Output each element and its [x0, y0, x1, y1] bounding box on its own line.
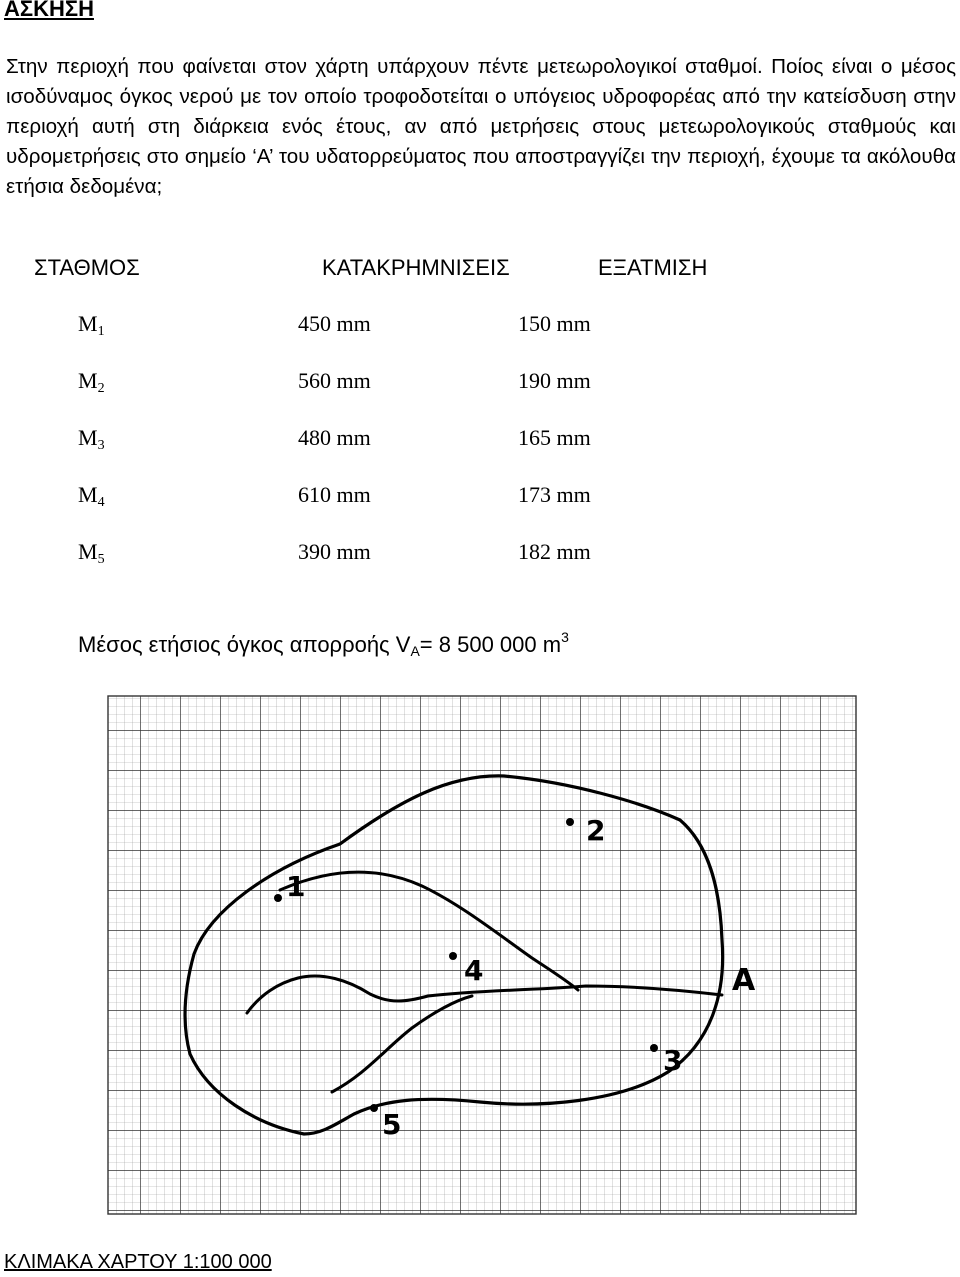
station-letter: M	[78, 311, 98, 336]
station-letter: M	[78, 482, 98, 507]
station-letter: M	[78, 425, 98, 450]
header-precipitation: ΚΑΤΑΚΡΗΜΝΙΣΕΙΣ	[322, 255, 510, 280]
station-cell	[78, 311, 105, 345]
station-letter: M	[78, 539, 98, 564]
precipitation-cell: 450 mm	[298, 311, 371, 336]
precipitation-cell: 560 mm	[298, 368, 371, 393]
station-cell	[78, 368, 105, 402]
station-index: 5	[97, 552, 105, 567]
evaporation-cell: 150 mm	[518, 311, 591, 336]
station-index: 2	[97, 381, 105, 396]
outlet-label: A	[732, 963, 756, 998]
precipitation-cell: 480 mm	[298, 425, 371, 450]
station-letter: M	[78, 368, 98, 393]
runoff-exponent: 3	[561, 629, 569, 645]
runoff-volume	[78, 622, 569, 666]
station-2-label: 2	[586, 814, 606, 847]
station-index: 3	[97, 438, 105, 453]
runoff-label: Μέσος ετήσιος όγκος απορροής V	[78, 632, 411, 657]
station-1-marker	[274, 894, 282, 902]
station-3-marker	[650, 1044, 658, 1052]
evaporation-cell: 173 mm	[518, 482, 591, 507]
runoff-subscript: A	[410, 643, 420, 659]
station-cell	[78, 539, 105, 573]
station-cell	[78, 425, 105, 459]
header-evaporation: ΕΞΑΤΜΙΣΗ	[598, 255, 708, 280]
station-1-label: 1	[286, 870, 306, 903]
station-4-label: 4	[464, 954, 484, 987]
evaporation-cell: 182 mm	[518, 539, 591, 564]
precipitation-cell: 610 mm	[298, 482, 371, 507]
station-3-label: 3	[663, 1044, 683, 1077]
exercise-prompt: Στην περιοχή που φαίνεται στον χάρτη υπάρχουν πέντε μετεωρολογικοί σταθμοί. Ποίος είναι ο μέσος ισοδύναμος όγκος νερού με τον οποίο τροφοδοτείται ο υπόγειος υδροφορέας από την κατείσδυση στην περιοχή αυτή στη διάρκεια ενός έτους, αν από μετρήσεις στους μετεωρολογικούς σταθμούς και υδρομετρήσεις στο σημείο ‘Α’ του υδατορρεύματος που αποστραγγίζει την περιοχή, έχουμε τα ακόλουθα ετήσια δεδομένα;	[6, 55, 956, 198]
evaporation-cell: 190 mm	[518, 368, 591, 393]
station-5-marker	[370, 1104, 378, 1112]
station-4-marker	[449, 952, 457, 960]
runoff-value: = 8 500 000 m	[419, 632, 562, 657]
header-station: ΣΤΑΘΜΟΣ	[34, 255, 140, 280]
station-index: 1	[97, 324, 105, 339]
station-cell	[78, 482, 105, 516]
station-2-marker	[566, 818, 574, 826]
map-scale: ΚΛΙΜΑΚΑ ΧΑΡΤΟΥ 1:100 000	[4, 1251, 272, 1273]
station-5-label: 5	[382, 1108, 402, 1141]
exercise-title: ΑΣΚΗΣΗ	[4, 0, 94, 21]
evaporation-cell: 165 mm	[518, 425, 591, 450]
station-index: 4	[97, 495, 105, 510]
precipitation-cell: 390 mm	[298, 539, 371, 564]
catchment-map	[100, 690, 860, 1218]
